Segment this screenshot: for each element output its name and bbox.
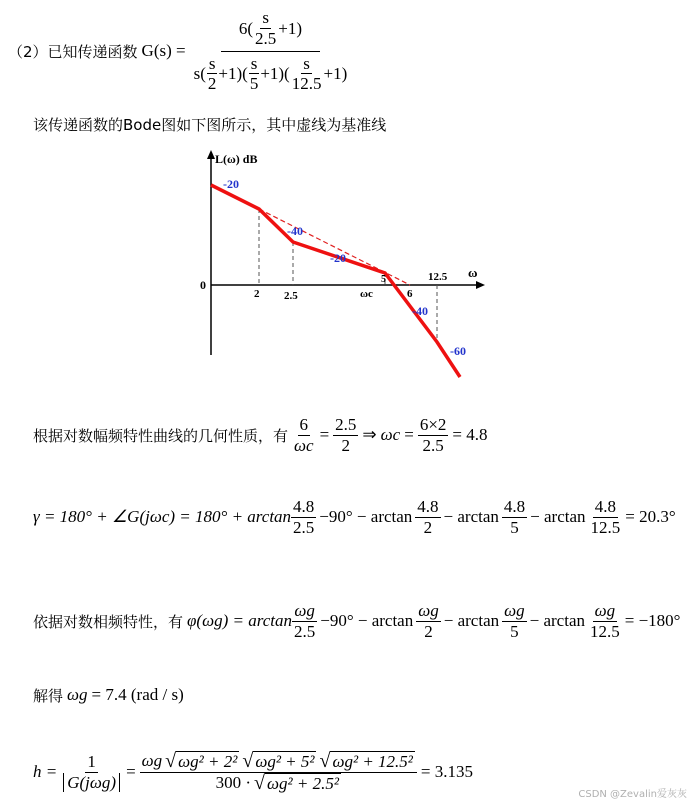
gamma-t1-bottom: 2.5: [293, 517, 315, 537]
den-f2-bottom: 5: [249, 74, 259, 94]
y-axis-label: L(ω) dB: [215, 152, 258, 166]
gamma-t2-top: 4.8: [417, 496, 439, 516]
num-frac-bottom: 2.5: [255, 28, 277, 48]
den-f3-top: s: [303, 53, 310, 73]
den-f3-bottom: 12.5: [291, 74, 322, 94]
h-eq: =: [126, 762, 136, 781]
phase-t3-bottom: 5: [510, 621, 519, 641]
crossover-f3-bottom: 2.5: [422, 435, 444, 455]
crossover-f3-top: 6×2: [419, 414, 447, 434]
magnitude-series: [211, 185, 460, 377]
h-result: = 3.135: [420, 762, 473, 781]
crossover-f2-bottom: 2: [341, 435, 351, 455]
h-abs-g: G(jωg): [67, 772, 117, 792]
x-axis-label: ω: [468, 265, 478, 280]
phase-t1-bottom: 2.5: [293, 621, 316, 641]
phase-margin-line: [33, 492, 676, 542]
gamma-mid2: − arctan: [443, 507, 499, 526]
crossover-f2-top: 2.5: [335, 414, 357, 434]
transfer-function-line: [8, 6, 349, 96]
gamma-t2-bottom: 2: [423, 517, 433, 537]
watermark: CSDN @Zevalin爱灰灰: [578, 789, 687, 800]
tick-label-wc: ωc: [360, 288, 373, 300]
phase-t4-top: ωg: [594, 600, 616, 620]
slope-label-2: -40: [287, 224, 303, 238]
den-f1-top: s: [208, 53, 216, 73]
crossover-f1-top: 6: [299, 414, 309, 434]
tick-label-2: 2: [254, 288, 260, 300]
phase-t2-bottom: 2: [424, 621, 433, 641]
transfer-num-tail: +1): [278, 18, 302, 38]
transfer-fraction: [192, 8, 350, 93]
gamma-t4-top: 4.8: [594, 496, 617, 516]
implies-symbol: ⇒: [362, 425, 377, 444]
slope-label-1: -20: [223, 177, 239, 191]
crossover-eq-2: =: [404, 425, 414, 444]
bode-chart: [180, 145, 500, 390]
gamma-t1-top: 4.8: [293, 496, 315, 516]
tick-label-5: 5: [381, 274, 386, 285]
den-f2-top: s: [250, 53, 258, 73]
crossover-f1-bottom: ωc: [294, 435, 314, 455]
gamma-mid1: −90° − arctan: [319, 507, 413, 526]
crossover-text: 根据对数幅频特性曲线的几何性质，有: [33, 426, 289, 445]
h-den-coef: 300 ·: [215, 773, 252, 792]
solve-value: = 7.4 (rad / s): [91, 685, 184, 704]
den-f1-bottom: 2: [207, 74, 217, 94]
part-label: （2）已知传递函数: [8, 42, 138, 61]
phase-mid2: − arctan: [443, 611, 500, 630]
phase-mid3: − arctan: [529, 611, 585, 630]
origin-label: 0: [200, 278, 206, 292]
phase-t2-top: ωg: [418, 600, 439, 620]
crossover-result: = 4.8: [452, 425, 488, 444]
intro-text: 该传递函数的Bode图如下图所示，其中虚线为基准线: [33, 116, 387, 134]
phase-t3-top: ωg: [504, 600, 525, 620]
slope-label-3: -20: [330, 251, 346, 265]
crossover-eq: =: [319, 425, 330, 444]
h-lhs: h =: [33, 762, 58, 781]
h-sqrt-3: ωg² + 12.5²: [332, 751, 413, 771]
phase-t1-top: ωg: [294, 600, 315, 620]
phase-result: = −180°: [624, 611, 681, 630]
den-s: s(: [193, 63, 206, 83]
h-one: 1: [87, 751, 96, 771]
slope-label-4: -40: [412, 304, 428, 318]
h-sqrt-2: ωg² + 5²: [255, 751, 315, 771]
x-axis-arrow: [476, 281, 485, 289]
transfer-lhs: G(s) =: [141, 41, 186, 60]
transfer-num-coef: 6(: [238, 18, 253, 38]
slope-label-5: -60: [450, 344, 466, 358]
h-sqrt-4: ωg² + 2.5²: [267, 773, 339, 793]
gamma-lhs: γ = 180° + ∠G(jωc) = 180° + arctan: [33, 507, 292, 526]
tick-label-6: 6: [407, 288, 413, 300]
gamma-t3-bottom: 5: [510, 517, 519, 537]
phase-text: 依据对数相频特性，有: [33, 612, 184, 631]
gamma-mid3: − arctan: [530, 507, 586, 526]
den-join-2: +1)(: [260, 63, 290, 83]
phase-mid1: −90° − arctan: [320, 611, 414, 630]
gamma-t3-top: 4.8: [503, 496, 526, 516]
solve-text: 解得: [33, 686, 64, 705]
den-join-1: +1)(: [218, 63, 248, 83]
solve-wg: ωg: [67, 685, 88, 704]
h-num-wg: ωg: [141, 751, 163, 771]
tick-label-12-5: 12.5: [428, 271, 448, 283]
h-sqrt-1: ωg² + 2²: [178, 751, 238, 771]
gamma-t4-bottom: 12.5: [590, 517, 621, 537]
num-frac-top: s: [262, 8, 269, 28]
den-tail: +1): [323, 63, 348, 83]
phase-crossover-line: [33, 596, 680, 646]
gain-margin-line: h = $\frac{1}{\text{G(jωg)}}$ = ωg √ ωg² + 2² √ ωg² + 5² √ ωg² + 12.5² 300 · √ ωg² + 2.5² = 3.135: [33, 749, 473, 794]
gamma-result: = 20.3°: [625, 507, 676, 526]
phase-lhs: φ(ωg) = arctan: [187, 611, 292, 630]
y-axis-arrow: [207, 150, 215, 159]
phase-t4-bottom: 12.5: [589, 621, 620, 641]
solve-line: [33, 680, 184, 710]
crossover-line: [33, 410, 488, 460]
tick-label-2-5: 2.5: [284, 290, 298, 302]
crossover-wc: ωc: [380, 425, 401, 444]
